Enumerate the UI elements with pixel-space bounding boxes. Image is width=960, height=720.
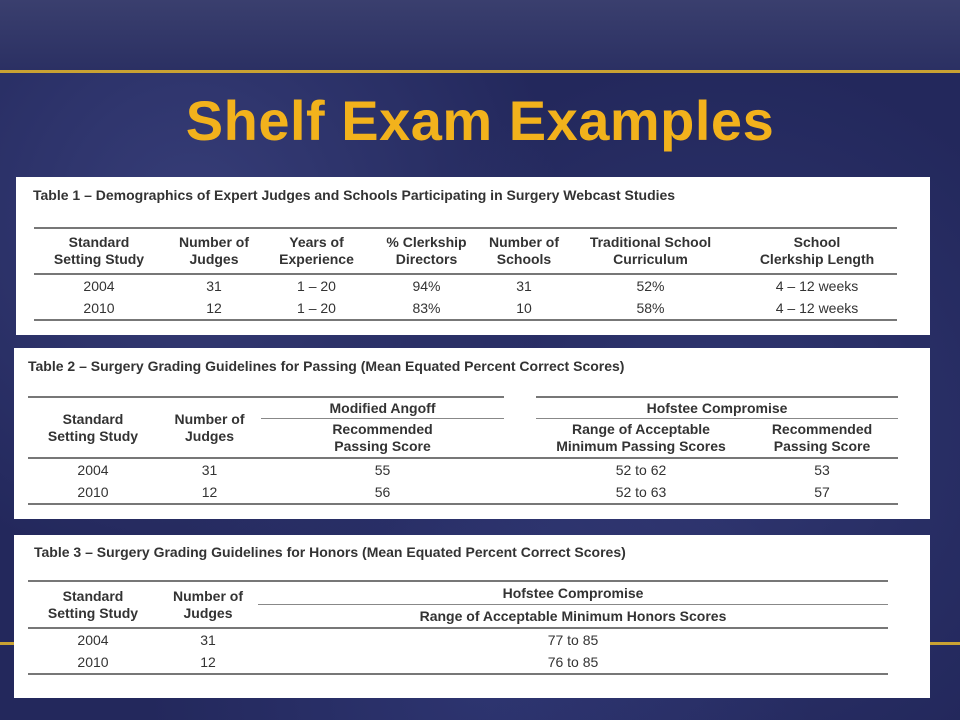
table1-header-cell: Number of Judges <box>164 228 264 274</box>
table-cell: 31 <box>201 462 218 478</box>
table1-header-cell: Standard Setting Study <box>34 228 164 274</box>
table3 <box>28 580 888 675</box>
table-row <box>28 458 898 481</box>
table2-group-modified-angoff: Modified Angoff <box>261 397 504 419</box>
table2-header-cell: Recommended Passing Score <box>746 419 898 459</box>
table-cell: 53 <box>814 462 830 478</box>
table2-header-cell: Standard Setting Study <box>28 397 158 458</box>
table2-spacer <box>504 397 536 419</box>
table1-header-cell: Traditional School Curriculum <box>564 228 737 274</box>
table2-caption: Table 2 – Surgery Grading Guidelines for Passing (Mean Equated Percent Correct Scores) <box>28 358 625 374</box>
table1-panel <box>16 177 930 335</box>
table-cell: 57 <box>746 481 898 504</box>
table3-group-hofstee: Hofstee Compromise <box>258 581 888 605</box>
table-cell: 55 <box>374 462 391 478</box>
table-row <box>34 297 897 320</box>
table-cell: 1 – 20 <box>264 297 369 320</box>
table-cell: 31 <box>206 278 222 294</box>
table3-panel <box>14 535 930 698</box>
table-cell: 2010 <box>34 297 164 320</box>
table1 <box>34 227 897 321</box>
table2-header-cell: Number of Judges <box>158 397 261 458</box>
table3-header-cell: Standard Setting Study <box>28 581 158 628</box>
table2-panel <box>14 348 930 519</box>
table1-header-row <box>34 228 897 274</box>
table3-caption: Table 3 – Surgery Grading Guidelines for Honors (Mean Equated Percent Correct Scores) <box>34 544 626 560</box>
table2-header-cell: Range of Acceptable Minimum Passing Scores <box>536 419 746 459</box>
table-cell: 4 – 12 weeks <box>775 278 859 294</box>
table-cell: 2004 <box>77 632 109 648</box>
table3-group-header-row <box>28 581 888 605</box>
table1-header-cell: % Clerkship Directors <box>369 228 484 274</box>
table2-group-header-row <box>28 397 898 419</box>
table-cell: 2004 <box>77 462 109 478</box>
table-cell: 12 <box>158 651 258 674</box>
table-row <box>28 481 898 504</box>
slide-title: Shelf Exam Examples <box>185 89 775 152</box>
table-cell: 10 <box>484 297 564 320</box>
table3-header-cell: Range of Acceptable Minimum Honors Scores <box>258 605 888 629</box>
table-cell: 52 to 62 <box>615 462 667 478</box>
table-cell: 52% <box>636 278 665 294</box>
table-row <box>34 274 897 297</box>
table2 <box>28 396 898 505</box>
table1-header-cell: Number of Schools <box>484 228 564 274</box>
table-cell: 56 <box>261 481 504 504</box>
header-divider <box>0 70 960 73</box>
table1-header-cell: School Clerkship Length <box>737 228 897 274</box>
table1-header-cell: Years of Experience <box>264 228 369 274</box>
table-cell: 58% <box>564 297 737 320</box>
table3-header-cell: Number of Judges <box>158 581 258 628</box>
table-cell: 31 <box>200 632 216 648</box>
table-cell: 52 to 63 <box>536 481 746 504</box>
table-row <box>28 651 888 674</box>
slide-header-band <box>0 0 960 70</box>
table-cell: 94% <box>412 278 441 294</box>
table-cell: 12 <box>164 297 264 320</box>
table-cell: 2010 <box>28 481 158 504</box>
table-cell: 4 – 12 weeks <box>737 297 897 320</box>
table-cell: 2004 <box>83 278 115 294</box>
table-cell: 1 – 20 <box>297 278 336 294</box>
table-cell: 2010 <box>28 651 158 674</box>
table-row <box>28 628 888 651</box>
table-cell <box>504 481 536 504</box>
table-cell: 76 to 85 <box>258 651 888 674</box>
table-cell <box>504 458 536 481</box>
table-cell: 77 to 85 <box>547 632 599 648</box>
table2-spacer <box>504 419 536 459</box>
table-cell: 31 <box>516 278 532 294</box>
table2-group-hofstee: Hofstee Compromise <box>536 397 898 419</box>
table-cell: 83% <box>369 297 484 320</box>
table-cell: 12 <box>158 481 261 504</box>
table2-header-cell: Recommended Passing Score <box>261 419 504 459</box>
table1-caption: Table 1 – Demographics of Expert Judges and Schools Participating in Surgery Webcast Studies <box>33 187 676 203</box>
